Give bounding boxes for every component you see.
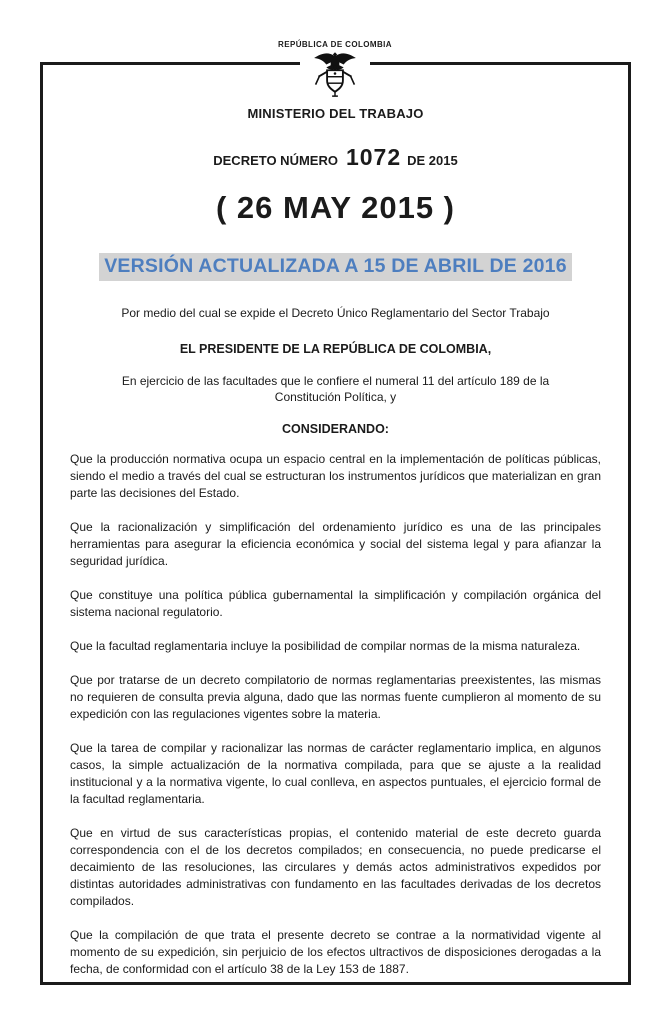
version-banner [70, 253, 601, 281]
decree-number-line [70, 144, 601, 171]
decree-subject: Por medio del cual se expide el Decreto Único Reglamentario del Sector Trabajo [121, 306, 550, 320]
coat-of-arms-icon [300, 49, 370, 103]
issuer-line: EL PRESIDENTE DE LA REPÚBLICA DE COLOMBIA, [179, 342, 492, 356]
legal-authority-line: En ejercicio de las facultades que le confiere el numeral 11 del artículo 189 de la Constitución Política, y [121, 374, 550, 404]
body-paragraph: Que la facultad reglamentaria incluye la posibilidad de compilar normas de la misma naturaleza. [70, 639, 581, 653]
body-paragraph: Que constituye una política pública gubernamental la simplificación y compilación orgánica del sistema nacional regulatorio. [70, 588, 601, 619]
body-paragraph: Que la compilación de que trata el presente decreto se contrae a la normatividad vigente al momento de su expedición, sin perjuicio de los efectos ultractivos de disposiciones derogadas a la fecha, de conformidad con el artículo 38 de la Ley 153 de 1887. [70, 928, 601, 976]
document-content [43, 65, 628, 978]
considering-heading: CONSIDERANDO: [282, 422, 389, 436]
decree-prefix: DECRETO NÚMERO [213, 153, 338, 168]
page-frame [40, 62, 631, 985]
ministry-title: MINISTERIO DEL TRABAJO [247, 106, 424, 121]
decree-number: 1072 [345, 144, 402, 170]
body-paragraph: Que por tratarse de un decreto compilatorio de normas reglamentarias preexistentes, las mismas no requieren de consulta previa alguna, dado que las normas fuente cumplieron al momento de su expedición con las regulaciones vigentes sobre la materia. [70, 673, 601, 721]
republic-label: REPÚBLICA DE COLOMBIA [278, 40, 392, 49]
body-paragraph: Que la producción normativa ocupa un espacio central en la implementación de políticas públicas, siendo el medio a través del cual se estructuran los instrumentos jurídicos que materializan en gran parte las decisiones del Estado. [70, 452, 601, 500]
decree-year: DE 2015 [407, 153, 458, 168]
version-banner-text: VERSIÓN ACTUALIZADA A 15 DE ABRIL DE 2016 [99, 253, 572, 281]
signing-date: ( 26 MAY 2015 ) [215, 190, 456, 225]
considerations-body [70, 451, 601, 978]
body-paragraph: Que la racionalización y simplificación del ordenamiento jurídico es una de las principales herramientas para asegurar la eficiencia económica y social del sistema legal y para afianzar la seguridad jurídica. [70, 520, 601, 568]
body-paragraph: Que en virtud de sus características propias, el contenido material de este decreto guarda correspondencia con el de los decretos compilados; en consecuencia, no puede predicarse el decaimiento de las resoluciones, las circulares y demás actos administrativos expedidos por distintas autoridades administrativas con fundamento en las facultades derivadas de los decretos compilados. [70, 826, 601, 908]
body-paragraph: Que la tarea de compilar y racionalizar las normas de carácter reglamentario implica, en algunos casos, la simple actualización de la normativa compilada, para que se ajuste a la realidad institucional y a la normativa vigente, lo cual conlleva, en aspectos puntuales, el ejercicio formal de la facultad reglamentaria. [70, 741, 601, 806]
